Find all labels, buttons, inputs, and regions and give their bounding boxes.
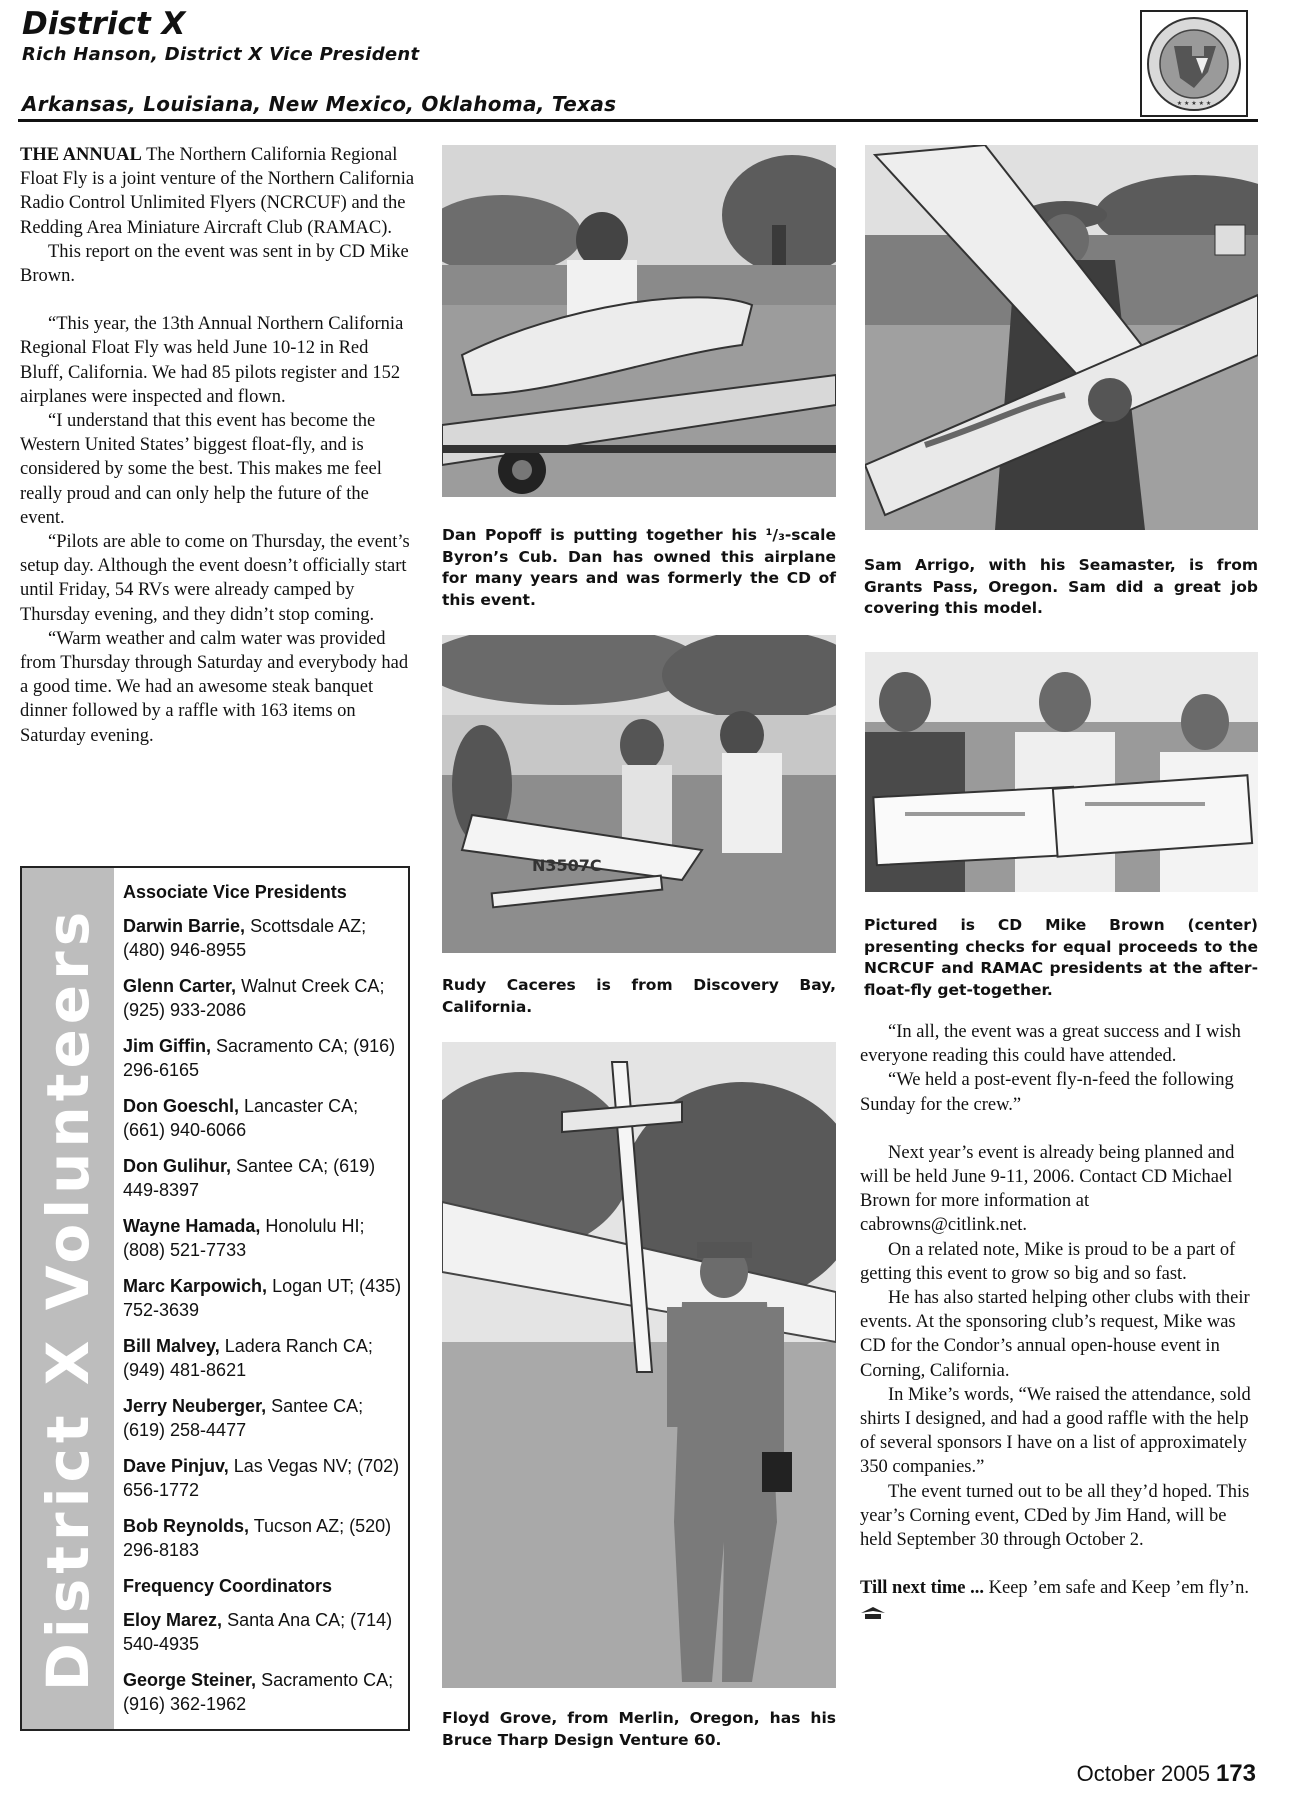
closing-lead: Till next time ... (860, 1578, 985, 1599)
issue-date: October 2005 (1076, 1761, 1210, 1786)
volunteer-detail: Honolulu HI; (808) 521-7733 (123, 1216, 365, 1260)
volunteers-list (123, 880, 403, 1728)
header-rule (18, 119, 1258, 122)
caption-mike-brown: Pictured is CD Mike Brown (center) presenting checks for equal proceeds to the NCRCUF and RAMAC presidents at the after-float-fly get-together. (864, 916, 1258, 999)
volunteer-entry (123, 1334, 403, 1382)
volunteer-entry (123, 1094, 403, 1142)
article-paragraph: Next year’s event is already being planned and will be held June 9-11, 2006. Contact CD Michael Brown for more information at cabrowns@citlink.net. (860, 1142, 1235, 1236)
volunteer-name: Darwin Barrie, (123, 916, 246, 936)
volunteer-entry (123, 1034, 403, 1082)
volunteer-detail: Las Vegas NV; (702) 656-1772 (123, 1456, 400, 1500)
volunteer-entry (123, 1514, 403, 1562)
volunteer-detail: Logan UT; (435) 752-3639 (123, 1276, 402, 1320)
article-paragraph: On a related note, Mike is proud to be a part of getting this event to grow so big and so fast. (860, 1239, 1236, 1284)
volunteer-name: Don Goeschl, (123, 1096, 240, 1116)
article-column-1 (20, 143, 415, 748)
volunteer-detail: Santee CA; (619) 449-8397 (123, 1156, 376, 1200)
volunteer-detail: Tucson AZ; (520) 296-8183 (123, 1516, 392, 1560)
article-paragraph: “We held a post-event fly-n-feed the following Sunday for the crew.” (860, 1070, 1234, 1115)
volunteer-entry (123, 1608, 403, 1656)
district-states: Arkansas, Louisiana, New Mexico, Oklahoma, Texas (22, 92, 617, 116)
caption-rudy-caceres: Rudy Caceres is from Discovery Bay, California. (442, 976, 836, 1016)
article-column-3 (860, 1020, 1255, 1625)
volunteer-name: Don Gulihur, (123, 1156, 231, 1176)
article-paragraph: He has also started helping other clubs with their events. At the sponsoring club’s request, Mike was CD for the Condor’s annual open-house event in Corning, California. (860, 1288, 1250, 1381)
freq-heading: Frequency Coordinators (123, 1576, 333, 1596)
volunteer-entry (123, 1154, 403, 1202)
volunteer-name: Bob Reynolds, (123, 1516, 250, 1536)
closing-text: Keep ’em safe and Keep ’em fly’n. (988, 1578, 1250, 1599)
volunteer-entry (123, 1214, 403, 1262)
volunteer-detail: Sacramento CA; (916) 362-1962 (123, 1670, 394, 1714)
volunteer-name: Marc Karpowich, (123, 1276, 268, 1296)
volunteer-entry (123, 974, 403, 1022)
article-paragraph: “Warm weather and calm water was provided from Thursday through Saturday and everybody had a good time. We had an awesome steak banquet dinner followed by a raffle with 163 items on Saturday evening. (20, 628, 409, 746)
article-paragraph: “In all, the event was a great success and I wish everyone reading this could have attended. (860, 1022, 1241, 1067)
volunteer-detail: Santee CA; (619) 258-4477 (123, 1396, 364, 1440)
photo-mike-brown (865, 652, 1258, 892)
article-paragraph (20, 143, 415, 240)
volunteer-detail: Santa Ana CA; (714) 540-4935 (123, 1610, 393, 1654)
volunteer-name: George Steiner, (123, 1670, 257, 1690)
volunteer-detail: Ladera Ranch CA; (949) 481-8621 (123, 1336, 373, 1380)
photo-floyd-grove (442, 1042, 836, 1688)
volunteer-entry (123, 1394, 403, 1442)
article-paragraph: This report on the event was sent in by CD Mike Brown. (20, 241, 409, 287)
article-paragraph: “I understand that this event has become the Western United States’ biggest float-fly, and is considered by some the best. This makes me feel really proud and can only help the future of the event. (20, 411, 382, 528)
caption-floyd-grove: Floyd Grove, from Merlin, Oregon, has his Bruce Tharp Design Venture 60. (442, 1709, 836, 1749)
article-closing (860, 1576, 1255, 1624)
district-title: District X (22, 6, 186, 42)
photo-sam-arrigo (865, 145, 1258, 530)
article-lead-in: THE ANNUAL (20, 145, 142, 165)
volunteer-detail: Sacramento CA; (916) 296-6165 (123, 1036, 396, 1080)
volunteer-name: Wayne Hamada, (123, 1216, 261, 1236)
svg-text:★ ★ ★ ★ ★: ★ ★ ★ ★ ★ (1176, 100, 1212, 107)
volunteer-entry (123, 914, 403, 962)
volunteer-entry (123, 1668, 403, 1716)
photo-dan-popoff (442, 145, 836, 497)
volunteer-detail: Walnut Creek CA; (925) 933-2086 (123, 976, 385, 1020)
volunteer-detail: Scottsdale AZ; (480) 946-8955 (123, 916, 367, 960)
article-text: The Northern California Regional Float Fly is a joint venture of the Northern California Radio Control Unlimited Flyers (NCRCUF) and the Redding Area Miniature Aircraft Club (RAMAC). (20, 145, 415, 238)
caption-sam-arrigo: Sam Arrigo, with his Seamaster, is from Grants Pass, Oregon. Sam did a great job covering this model. (864, 556, 1258, 617)
caption-dan-popoff: Dan Popoff is putting together his ¹/₃-scale Byron’s Cub. Dan has owned this airplane for many years and was formerly the CD of this event. (442, 526, 836, 609)
volunteer-name: Eloy Marez, (123, 1610, 223, 1630)
volunteer-name: Glenn Carter, (123, 976, 237, 996)
volunteer-detail: Lancaster CA; (661) 940-6066 (123, 1096, 359, 1140)
article-paragraph: In Mike’s words, “We raised the attendance, sold shirts I designed, and had a good raffle with the help of several sponsors I have on a list of approximately 350 companies.” (860, 1384, 1251, 1478)
page-number: 173 (1215, 1760, 1256, 1787)
volunteer-name: Jerry Neuberger, (123, 1396, 267, 1416)
volunteer-name: Jim Giffin, (123, 1036, 212, 1056)
avp-heading: Associate Vice Presidents (123, 882, 347, 902)
article-paragraph: “This year, the 13th Annual Northern California Regional Float Fly was held June 10-12 in Red Bluff, California. We had 85 pilots register and 152 airplanes were inspected and flown. (20, 314, 404, 407)
ama-logo-icon (860, 1602, 886, 1622)
photo-rudy-caceres (442, 635, 836, 953)
vice-president-line: Rich Hanson, District X Vice President (22, 44, 420, 65)
volunteer-entry (123, 1274, 403, 1322)
page-footer (1077, 1760, 1256, 1788)
photo-registration-text: N3507C (532, 856, 602, 875)
article-paragraph: “Pilots are able to come on Thursday, the event’s setup day. Although the event doesn’t officially start until Friday, 54 RVs were already camped by Thursday evening, and they didn’t stop coming. (20, 532, 410, 625)
article-paragraph: The event turned out to be all they’d hoped. This year’s Corning event, CDed by Jim Hand, will be held September 30 through October 2. (860, 1481, 1250, 1551)
volunteer-entry (123, 1454, 403, 1502)
volunteers-label: District X Volunteers (34, 906, 102, 1692)
volunteer-name: Dave Pinjuv, (123, 1456, 229, 1476)
district-logo-icon (1140, 10, 1248, 117)
volunteer-name: Bill Malvey, (123, 1336, 220, 1356)
